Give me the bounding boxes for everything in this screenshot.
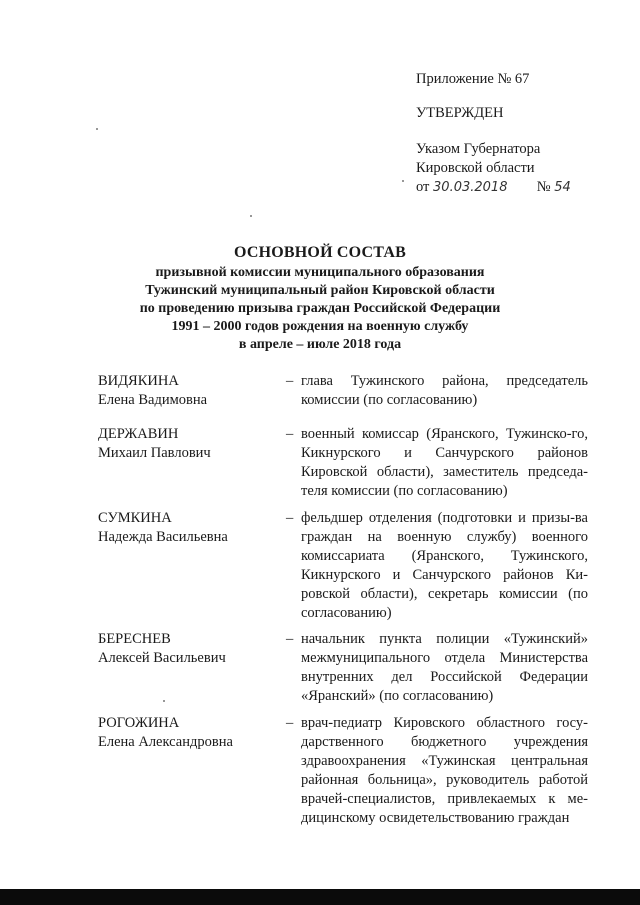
title-line-1: призывной комиссии муниципального образования	[155, 265, 485, 280]
member-given-name: Елена Вадимовна	[98, 392, 208, 408]
member-role: глава Тужинского района, председатель комиссии (по согласованию)	[301, 373, 588, 408]
member-given-name: Елена Александровна	[98, 734, 233, 750]
member-surname: СУМКИНА	[98, 510, 172, 526]
member-surname: ВИДЯКИНА	[98, 373, 179, 389]
member-name	[98, 509, 278, 547]
member-surname: РОГОЖИНА	[98, 715, 180, 731]
scan-speck	[96, 128, 98, 130]
title-main: ОСНОВНОЙ СОСТАВ	[234, 244, 406, 261]
number-prefix: №	[536, 179, 551, 195]
member-name	[98, 714, 278, 752]
handwritten-number: 54	[554, 180, 571, 195]
member-name	[98, 630, 278, 668]
scan-speck	[163, 700, 165, 702]
member-dash: –	[286, 510, 294, 526]
member-role: фельдшер отделения (подготовки и призы-ва граждан на военную службу) военного комиссариата (Яранского, Тужинского, Кикнурского и Санчурского районов Ки-ровской области), секретарь комиссии (по согласованию)	[301, 510, 588, 621]
decree-line-2: Кировской области	[416, 160, 535, 176]
member-name	[98, 372, 278, 410]
member-role: врач-педиатр Кировского областного госу-дарственного бюджетного учреждения здравоохранения «Тужинская центральная районная больница», руководитель работой врачей-специалистов, привлекаемых к ме-дицинскому освидетельствованию граждан	[301, 715, 588, 826]
scan-speck	[250, 215, 252, 217]
approval-header	[416, 70, 626, 197]
member-role: военный комиссар (Яранского, Тужинско-го, Кикнурского и Санчурского районов Кировской области), заместитель председа-теля комиссии (по согласованию)	[301, 426, 588, 499]
member-name	[98, 425, 278, 463]
member-dash: –	[286, 373, 294, 389]
member-dash: –	[286, 631, 294, 647]
member-surname: БЕРЕСНЕВ	[98, 631, 171, 647]
appendix-number: Приложение № 67	[416, 71, 530, 87]
title-line-3: по проведению призыва граждан Российской Федерации	[139, 301, 501, 316]
member-dash: –	[286, 715, 294, 731]
member-dash: –	[286, 426, 294, 442]
approved-stamp-text: УТВЕРЖДЕН	[416, 105, 504, 121]
scan-speck	[402, 180, 404, 182]
member-given-name: Надежда Васильевна	[98, 529, 228, 545]
scan-edge-bar	[0, 889, 640, 905]
decree-line-1: Указом Губернатора	[416, 141, 541, 157]
decree-date-line	[416, 178, 626, 197]
member-given-name: Алексей Васильевич	[98, 650, 226, 666]
title-line-5: в апреле – июле 2018 года	[238, 337, 402, 352]
member-surname: ДЕРЖАВИН	[98, 426, 179, 442]
title-line-2: Тужинский муниципальный район Кировской области	[145, 283, 495, 298]
title-line-4: 1991 – 2000 годов рождения на военную службу	[171, 319, 469, 334]
document-title	[90, 242, 550, 354]
member-given-name: Михаил Павлович	[98, 445, 211, 461]
handwritten-date: 30.03.2018	[433, 180, 508, 195]
date-prefix: от	[416, 179, 430, 195]
member-role: начальник пункта полиции «Тужинский» межмуниципального отдела Министерства внутренних дел Российской Федерации «Яранский» (по согласованию)	[301, 631, 588, 704]
